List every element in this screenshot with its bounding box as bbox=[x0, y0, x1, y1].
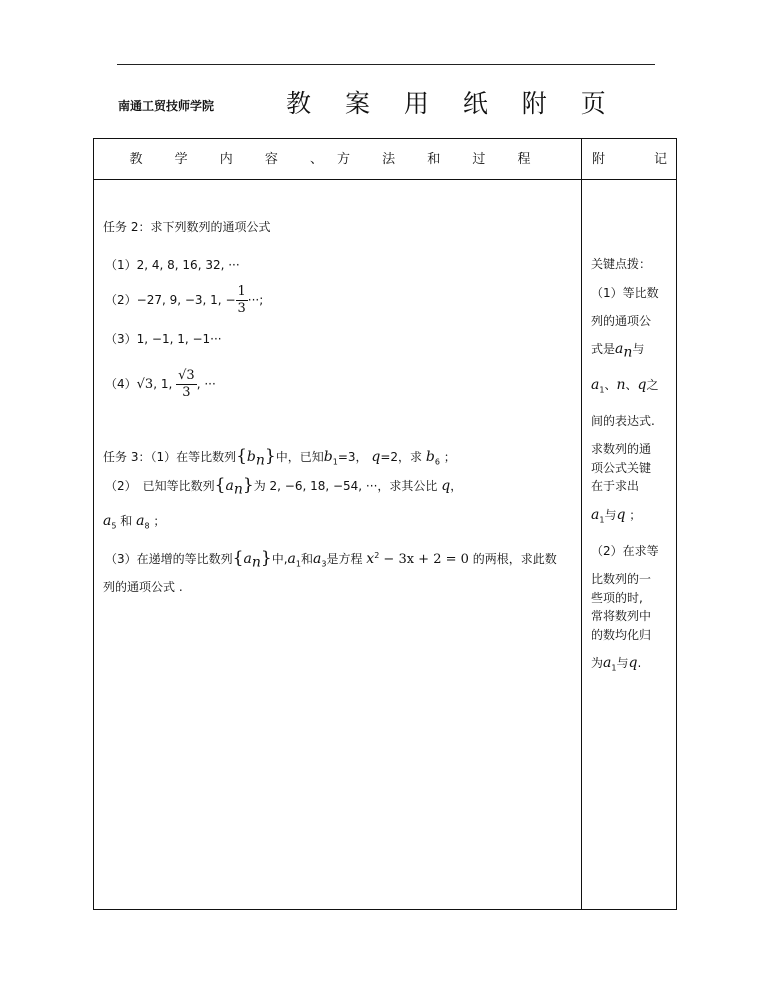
task2-item-3: （3）1, −1, 1, −1··· bbox=[105, 332, 222, 346]
note-line-7: 求数列的通 bbox=[591, 442, 652, 456]
note-line-11: （2）在求等 bbox=[591, 544, 659, 558]
note-line-13: 些项的时, bbox=[591, 591, 643, 605]
lesson-table bbox=[93, 138, 677, 910]
note-line-5: $a_1$、n、q之 bbox=[591, 377, 659, 395]
note-line-1: 关键点拨： bbox=[591, 257, 652, 271]
item-label: （4） bbox=[105, 377, 137, 391]
school-name: 南通工贸技师学院 bbox=[118, 99, 215, 113]
note-line-10: $a_1$与q ； bbox=[591, 507, 642, 525]
note-line-2: （1）等比数 bbox=[591, 286, 659, 300]
top-rule bbox=[117, 64, 655, 65]
note-line-6: 间的表达式. bbox=[591, 414, 655, 428]
table-head-main: 教 学 内 容 、方 法 和 过 程 bbox=[129, 152, 545, 167]
note-line-8: 项公式关键 bbox=[591, 461, 652, 475]
minus-sign: − bbox=[225, 293, 236, 307]
task2-item-4 bbox=[105, 368, 216, 401]
fraction: $\frac{√3}{3}$ bbox=[178, 368, 195, 400]
task3-line-4: （3）在递增的等比数列$\{a_n\}$中$,a_1$和$a_3$是方程 $x^2 - 3x + 2 = 0$ 的两根，求此数 bbox=[105, 548, 557, 571]
note-line-4: 式是$a_n$与 bbox=[591, 341, 645, 361]
document-title: 教 案 用 纸 附 页 bbox=[286, 89, 619, 118]
task3-line-5: 列的通项公式 . bbox=[103, 580, 183, 594]
task3-line-2: （2） 已知等比数列$\{a_n\}$为 2, −6, 18, −54, ···，求其公比 q， bbox=[105, 475, 463, 498]
note-line-16: 为$a_1$与q. bbox=[591, 655, 642, 673]
task3-line-3: $a_5$ 和 $a_8$ ； bbox=[103, 513, 166, 531]
note-line-12: 比数列的一 bbox=[591, 572, 652, 586]
task2-item-2 bbox=[105, 284, 263, 317]
item-label: （2） bbox=[105, 293, 137, 307]
table-head-side-1: 附 bbox=[592, 152, 606, 167]
header-divider bbox=[93, 179, 677, 180]
sqrt-three: √3 bbox=[136, 377, 154, 392]
note-line-9: 在于求出 bbox=[591, 479, 640, 493]
task2-item-1: （1）2, 4, 8, 16, 32, ··· bbox=[105, 258, 240, 272]
note-line-14: 常将数列中 bbox=[591, 609, 652, 623]
task3-line-1: 任务 3：（1）在等比数列$\{b_n\}$中，已知$b_1=3$， q=2，求 $b_6$ ； bbox=[103, 446, 456, 469]
task2-title: 任务 2：求下列数列的通项公式 bbox=[103, 220, 271, 234]
table-head-side-2: 记 bbox=[654, 152, 668, 167]
item-values: −27, 9, −3, 1, bbox=[136, 293, 222, 307]
item-tail: ···; bbox=[247, 293, 264, 307]
comma: , bbox=[153, 377, 158, 391]
value-one: 1, bbox=[160, 377, 173, 391]
note-line-15: 的数均化归 bbox=[591, 628, 652, 642]
fraction: $\frac{1}{3}$ bbox=[237, 284, 246, 316]
note-line-3: 列的通项公 bbox=[591, 314, 652, 328]
item-tail: , ··· bbox=[196, 377, 216, 391]
column-divider bbox=[581, 138, 582, 910]
